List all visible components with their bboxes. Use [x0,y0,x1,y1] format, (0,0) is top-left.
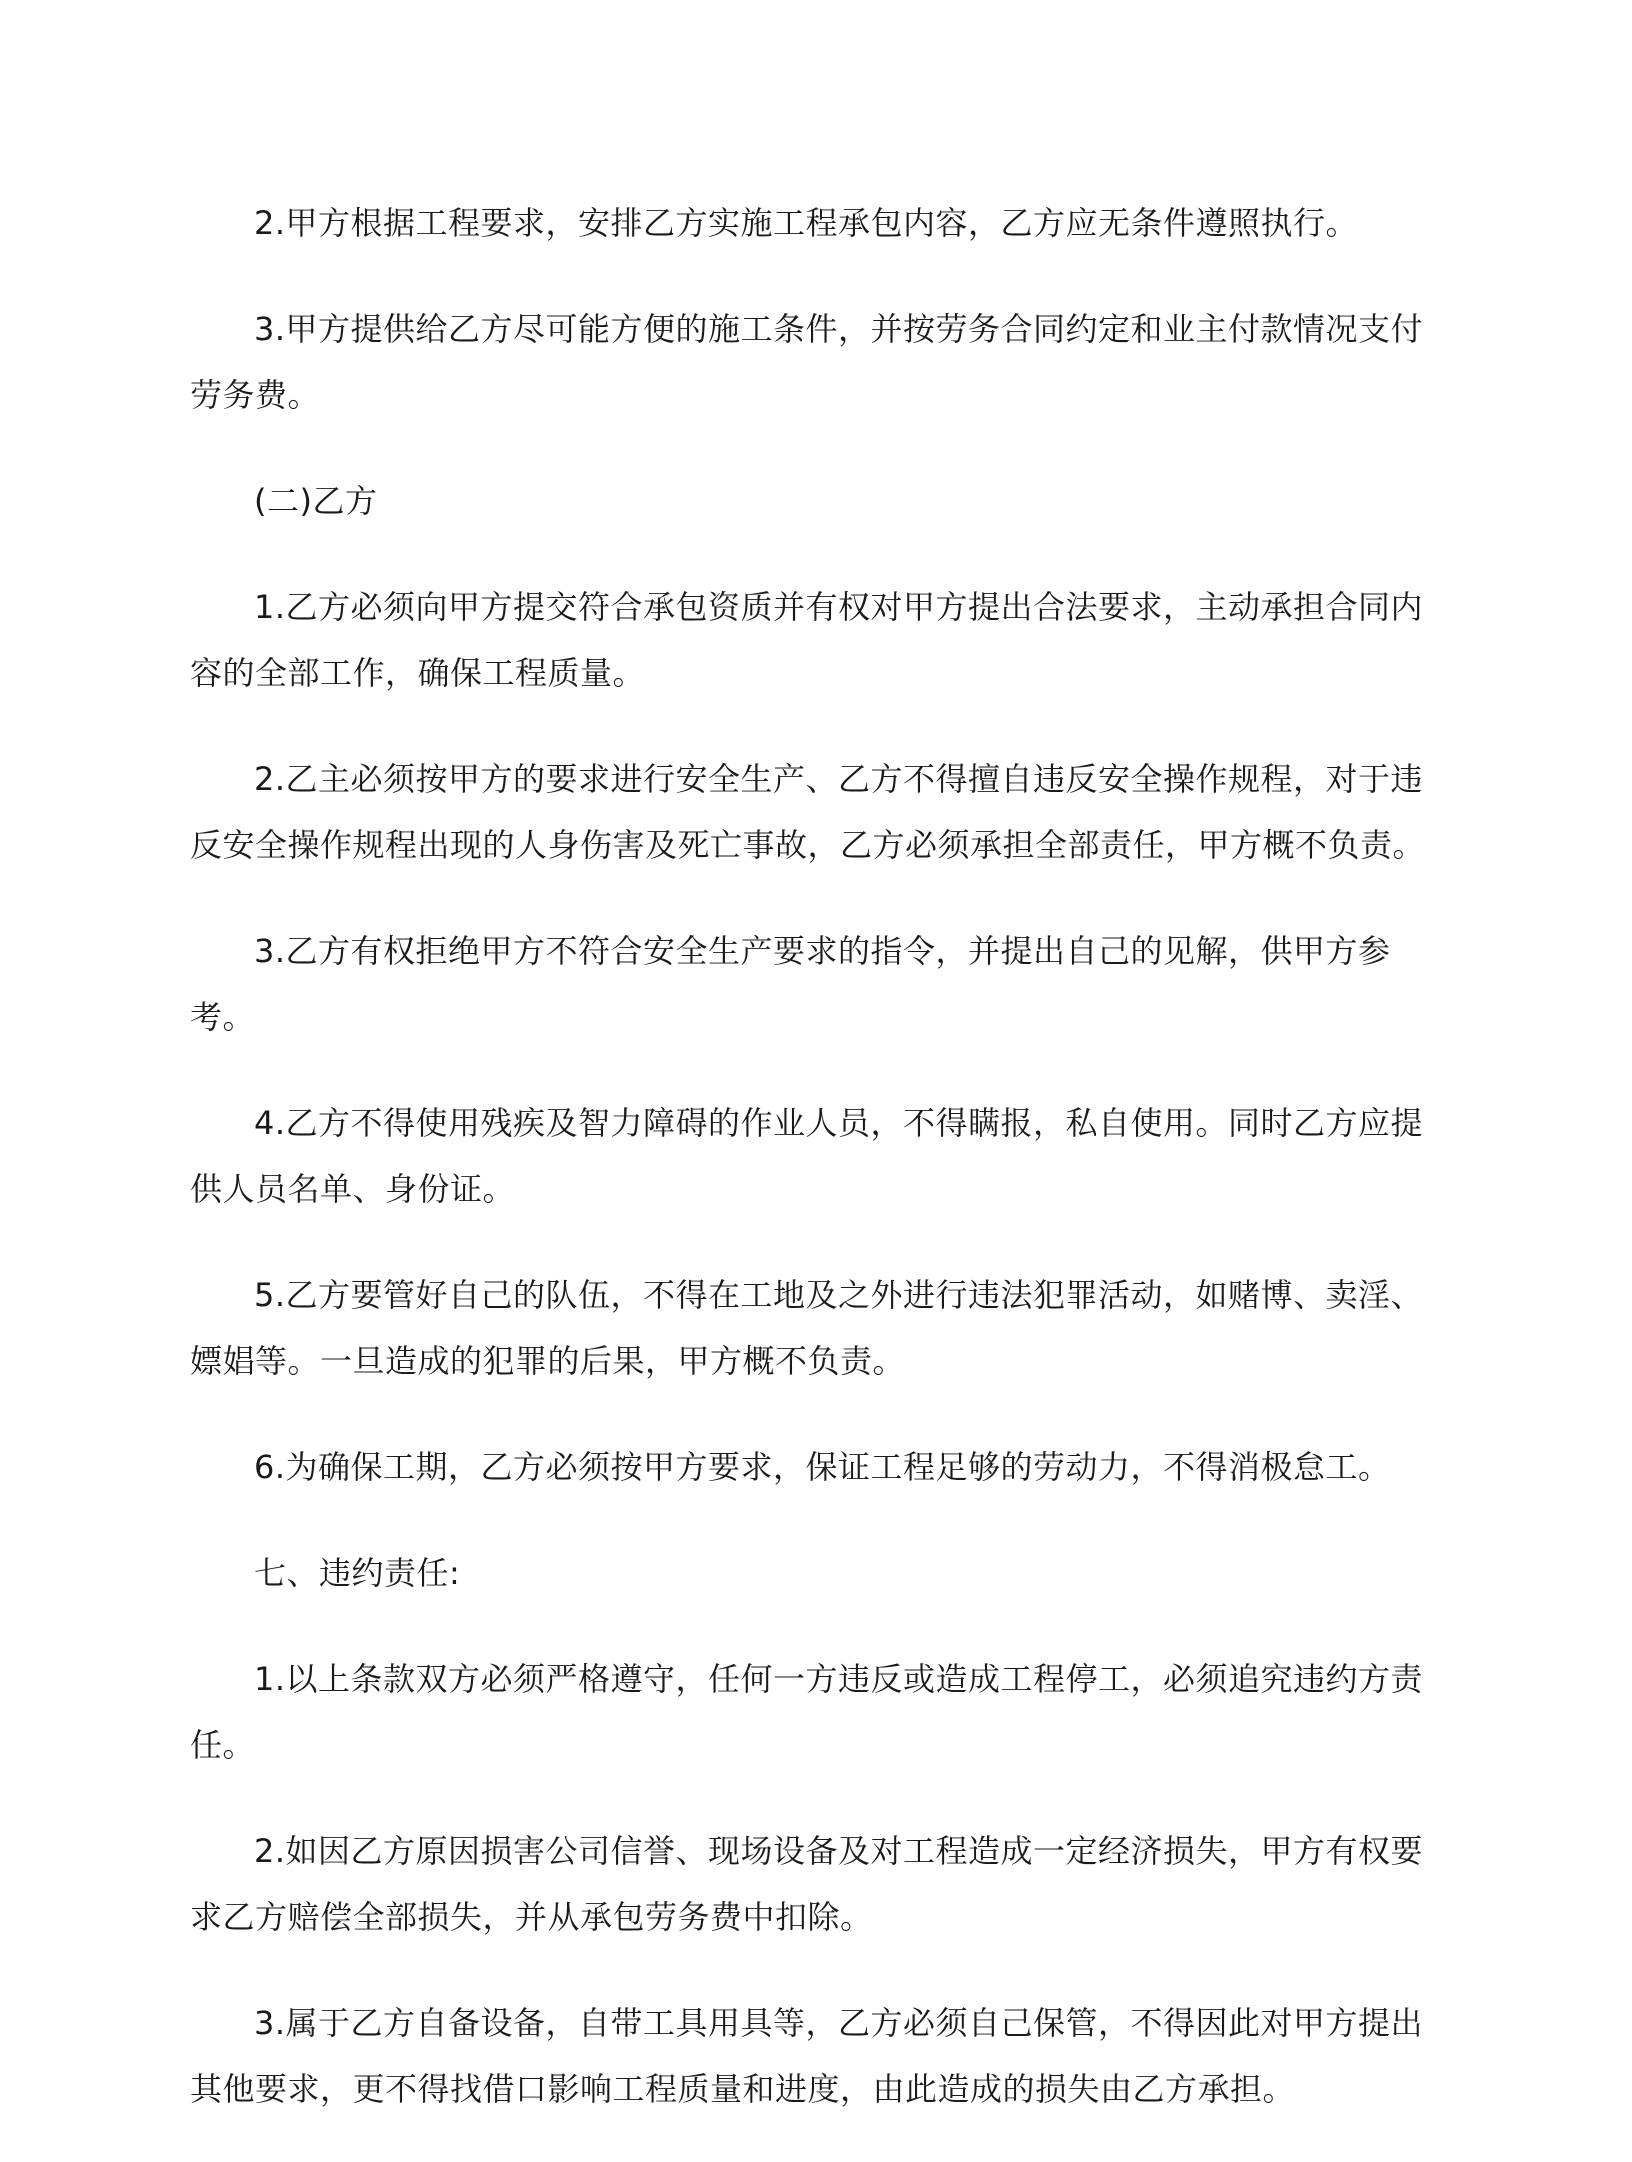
paragraph-party-b-item-1: 1.乙方必须向甲方提交符合承包资质并有权对甲方提出合法要求，主动承担合同内容的全部工作，确保工程质量。 [190,588,1424,692]
section-heading-breach-liability: 七、违约责任: [254,1554,461,1592]
paragraph-party-a-item-2: 2.甲方根据工程要求，安排乙方实施工程承包内容，乙方应无条件遵照执行。 [254,204,1359,242]
paragraph-party-b-item-4: 4.乙方不得使用残疾及智力障碍的作业人员，不得瞒报，私自使用。同时乙方应提供人员名单、身份证。 [190,1104,1424,1208]
section-heading-party-b: (二)乙方 [254,482,378,520]
paragraph-breach-item-1: 1.以上条款双方必须严格遵守，任何一方违反或造成工程停工，必须追究违约方责任。 [190,1660,1424,1764]
paragraph-breach-item-2: 2.如因乙方原因损害公司信誉、现场设备及对工程造成一定经济损失，甲方有权要求乙方赔偿全部损失，并从承包劳务费中扣除。 [190,1832,1424,1936]
paragraph-party-b-item-2: 2.乙主必须按甲方的要求进行安全生产、乙方不得擅自违反安全操作规程，对于违反安全操作规程出现的人身伤害及死亡事故，乙方必须承担全部责任，甲方概不负责。 [190,760,1426,864]
paragraph-party-b-item-5: 5.乙方要管好自己的队伍，不得在工地及之外进行违法犯罪活动，如赌博、卖淫、嫖娼等。一旦造成的犯罪的后果，甲方概不负责。 [190,1276,1424,1380]
document-page [190,190,1452,2162]
paragraph-party-a-item-3: 3.甲方提供给乙方尽可能方便的施工条件，并按劳务合同约定和业主付款情况支付劳务费。 [190,310,1424,414]
paragraph-party-b-item-3: 3.乙方有权拒绝甲方不符合安全生产要求的指令，并提出自己的见解，供甲方参考。 [190,932,1391,1036]
paragraph-breach-item-3: 3.属于乙方自备设备，自带工具用具等，乙方必须自己保管，不得因此对甲方提出其他要求，更不得找借口影响工程质量和进度，由此造成的损失由乙方承担。 [190,2004,1424,2108]
paragraph-party-b-item-6: 6.为确保工期，乙方必须按甲方要求，保证工程足够的劳动力，不得消极怠工。 [254,1448,1391,1486]
